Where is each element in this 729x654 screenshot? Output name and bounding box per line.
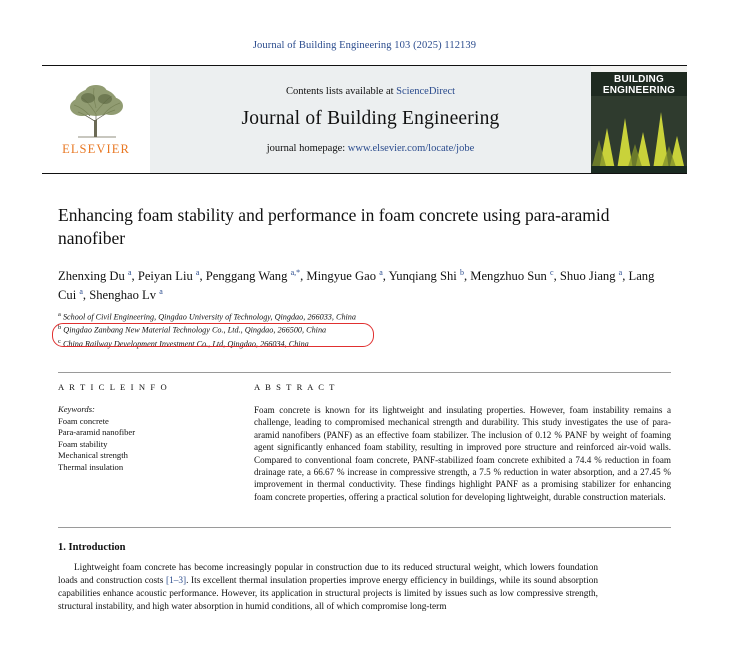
cover-top-strip — [591, 66, 687, 72]
keyword-item: Foam stability — [58, 438, 108, 449]
keywords-label: Keywords: — [58, 403, 95, 414]
affiliation-marker: c — [58, 337, 61, 345]
journal-cover-image — [591, 66, 687, 173]
author-list: Zhenxing Du $^a$, Peiyan Liu $^a$, Penggang Wang $^{a,*}$, Mingyue Gao $^a$, Yunqiang Shi $^b$, Mengzhuo Sun $^c$, Shuo Jiang $^a$, Lang Cui $^a$, Shenghao Lv $^a$ — [58, 267, 655, 302]
article-info-heading: A R T I C L E I N F O — [58, 381, 169, 392]
contents-prefix: Contents lists available at — [285, 85, 397, 97]
introduction-body — [58, 562, 598, 613]
keyword-item: Foam concrete — [58, 415, 109, 426]
info-divider — [58, 372, 671, 373]
cover-title-line2: ENGINEERING — [602, 85, 676, 96]
affiliation-list — [58, 310, 671, 350]
elsevier-tree-icon — [60, 80, 132, 140]
body-divider — [58, 527, 671, 528]
affiliation-item: $^c$ China Railway Development Investment Co., Ltd, Qingdao, 266034, China — [58, 337, 309, 349]
publisher-logo — [42, 66, 150, 173]
affiliation-marker: a — [58, 311, 61, 318]
introduction-paragraph — [58, 562, 598, 613]
contents-line — [286, 86, 455, 97]
sciencedirect-link[interactable]: ScienceDirect — [396, 85, 456, 97]
affiliation-marker: b — [58, 324, 62, 332]
keyword-item: Thermal insulation — [58, 461, 124, 472]
intro-text-pre: Lightweight foam concrete has become increasingly popular in construction due to its reduced structural weight, which lowers foundation loads and construction costs — [58, 563, 598, 587]
journal-title: Journal of Building Engineering — [241, 107, 500, 129]
abstract-heading: A B S T R A C T — [254, 381, 337, 392]
page-bottom-fade — [0, 642, 729, 654]
abstract-column — [254, 382, 671, 503]
page-title: Enhancing foam stability and performance in foam concrete using para-aramid nanofiber — [58, 205, 610, 248]
masthead-center — [150, 66, 591, 173]
affiliation-item: $^a$ School of Civil Engineering, Qingdao University of Technology, Qingdao, 266033, China — [58, 311, 356, 322]
journal-masthead — [42, 65, 687, 174]
cover-title — [591, 74, 687, 96]
article-info-column — [58, 382, 228, 503]
homepage-prefix: journal homepage: — [266, 142, 348, 154]
journal-homepage-link[interactable]: www.elsevier.com/locate/jobe — [347, 142, 475, 154]
keyword-item: Para-aramid nanofiber — [58, 427, 136, 438]
section-heading-introduction: 1. Introduction — [58, 542, 126, 554]
intro-text-post: . Its excellent thermal insulation properties improve energy efficiency in buildings, while its sound absorption capabilities enhance acoustic performance. However, its application in structural projects is limited by issues such as low compressive strength, structural instability, and high water absorption in humid conditions, all of which compromise long-term — [58, 576, 598, 612]
keyword-item: Mechanical strength — [58, 450, 128, 461]
title-block — [58, 204, 671, 350]
publisher-name: ELSEVIER — [62, 142, 130, 156]
running-head: Journal of Building Engineering 103 (2025) 112139 — [252, 40, 477, 51]
homepage-line — [267, 143, 475, 154]
info-abstract-columns — [58, 382, 671, 503]
affiliation-item: $^b$ Qingdao Zanbang New Material Technology Co., Ltd., Qingdao, 266500, China — [58, 324, 327, 336]
cover-title-line1: BUILDING — [614, 74, 664, 85]
citation-link[interactable]: [1–3] — [165, 576, 187, 587]
abstract-text: Foam concrete is known for its lightweight and insulating properties. However, foam instability remains a challenge, leading to compromised mechanical strength and durability. This study investigates the use of para-aramid nanofibers (PANF) as an effective foam stabilizer. The inclusion of 0.12 % PANF by weight of foaming agent significantly enhanced foam stability, resulting in improved pore structure and reinforced air-void walls. Compared to conventional foam concrete, PANF-stabilized foam concrete exhibited a 74.4 % reduction in foam drainage rate, a 66.67 % increase in compressive strength, a 7.5 % reduction in water absorption, and a 27.45 % improvement in thermal conductivity. These findings highlight PANF as a promising stabilizer for enhancing foam concrete properties, offering a practical solution for developing lightweight, durable construction materials. — [254, 404, 671, 502]
